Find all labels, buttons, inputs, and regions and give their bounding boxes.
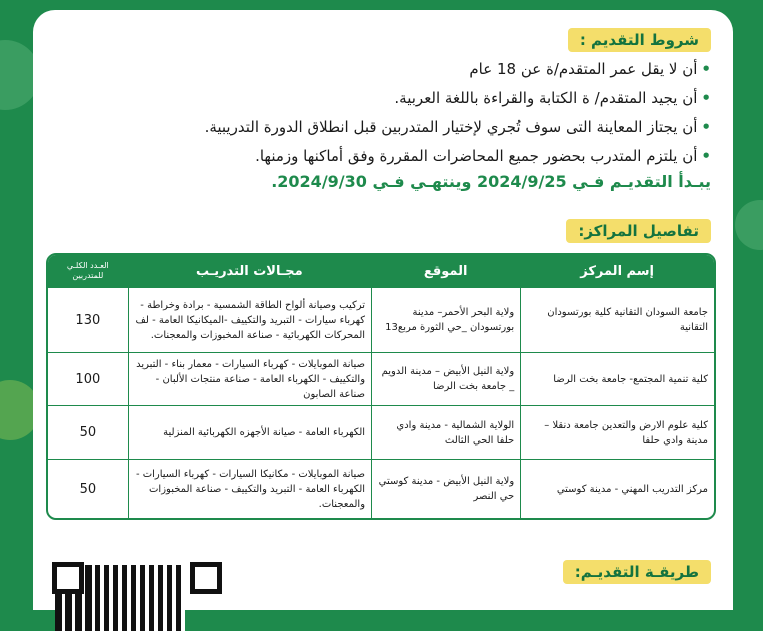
- center-location: الولاية الشمالية - مدينة وادي حلفا الحي الثالث: [371, 405, 520, 459]
- qr-code-pattern: [95, 565, 185, 631]
- bullet-icon: •: [701, 60, 711, 78]
- condition-item: •أن يجتاز المعاينة التى سوف تُجري لإختيار المتدربين قبل انطلاق الدورة التدريبية.: [204, 118, 711, 136]
- center-name: جامعة السودان التقانية كلية بورتسودان التقانية: [520, 287, 714, 352]
- condition-item: •أن يجيد المتقدم/ ة الكتابة والقراءة باللغة العربية.: [394, 89, 711, 107]
- conditions-list: [71, 55, 711, 171]
- decorative-shape: [735, 200, 763, 250]
- bullet-icon: •: [701, 118, 711, 136]
- center-location: ولاية البحر الأحمر– مدينة بورتسودان _حي الثورة مربع13: [371, 287, 520, 352]
- header-location: الموقع: [371, 255, 520, 287]
- header-name: إسم المركز: [520, 255, 714, 287]
- table-row: [48, 352, 714, 405]
- centers-title: تفاصيل المراكز:: [566, 219, 711, 243]
- apply-title: طريقـة التقديـم:: [563, 560, 711, 584]
- centers-table: [46, 253, 716, 520]
- center-fields: صيانة الموبايلات - مكانيكا السيارات - كهرباء السيارات - الكهرباء العامة - التبريد والتكييف - صناعة المخبوزات والمعجنات.: [128, 459, 371, 518]
- table-row: [48, 287, 714, 352]
- center-fields: الكهرباء العامة - صيانة الأجهزه الكهربائية المنزلية: [128, 405, 371, 459]
- table-row: [48, 405, 714, 459]
- table-row: [48, 459, 714, 518]
- center-fields: صيانة الموبايلات - كهرباء السيارات - معمار بناء - التبريد والتكييف - الكهرباء العامة - صناعة منتجات الألبان - صناعة الصابون: [128, 352, 371, 405]
- application-dates: يبـدأ التقديـم فـي 2024/9/25 وينتهـي فـي 2024/9/30.: [271, 172, 711, 191]
- condition-item: •أن لا يقل عمر المتقدم/ة عن 18 عام: [469, 60, 711, 78]
- qr-finder-icon: [190, 562, 222, 594]
- center-total: 100: [48, 352, 128, 405]
- center-name: كلية علوم الارض والتعدين جامعة دنقلا – مدينة وادي حلفا: [520, 405, 714, 459]
- bullet-icon: •: [701, 89, 711, 107]
- center-total: 130: [48, 287, 128, 352]
- table-header-row: [48, 255, 714, 287]
- conditions-title: شروط التقديم :: [568, 28, 711, 52]
- header-total: العـدد الكلـي للمتدربين: [48, 255, 128, 287]
- center-location: ولاية النيل الأبيض – مدينة الدويم _ جامعة بخت الرضا: [371, 352, 520, 405]
- center-name: كلية تنمية المجتمع- جامعة بخت الرضا: [520, 352, 714, 405]
- bullet-icon: •: [701, 147, 711, 165]
- center-name: مركز التدريب المهني - مدينة كوستي: [520, 459, 714, 518]
- center-fields: تركيب وصيانة ألواح الطاقة الشمسية - برادة وخراطة - كهرباء سيارات - التبريد والتكييف -الميكانيكا العامة - لف المحركات الكهربائية - صناعة المخبوزات والمعجنات.: [128, 287, 371, 352]
- center-location: ولاية النيل الأبيض - مدينة كوستي حي النصر: [371, 459, 520, 518]
- center-total: 50: [48, 405, 128, 459]
- center-total: 50: [48, 459, 128, 518]
- qr-finder-icon: [52, 562, 84, 594]
- condition-item: •أن يلتزم المتدرب بحضور جميع المحاضرات المقررة وفق أماكنها وزمنها.: [255, 147, 711, 165]
- header-fields: مجـالات التدريـب: [128, 255, 371, 287]
